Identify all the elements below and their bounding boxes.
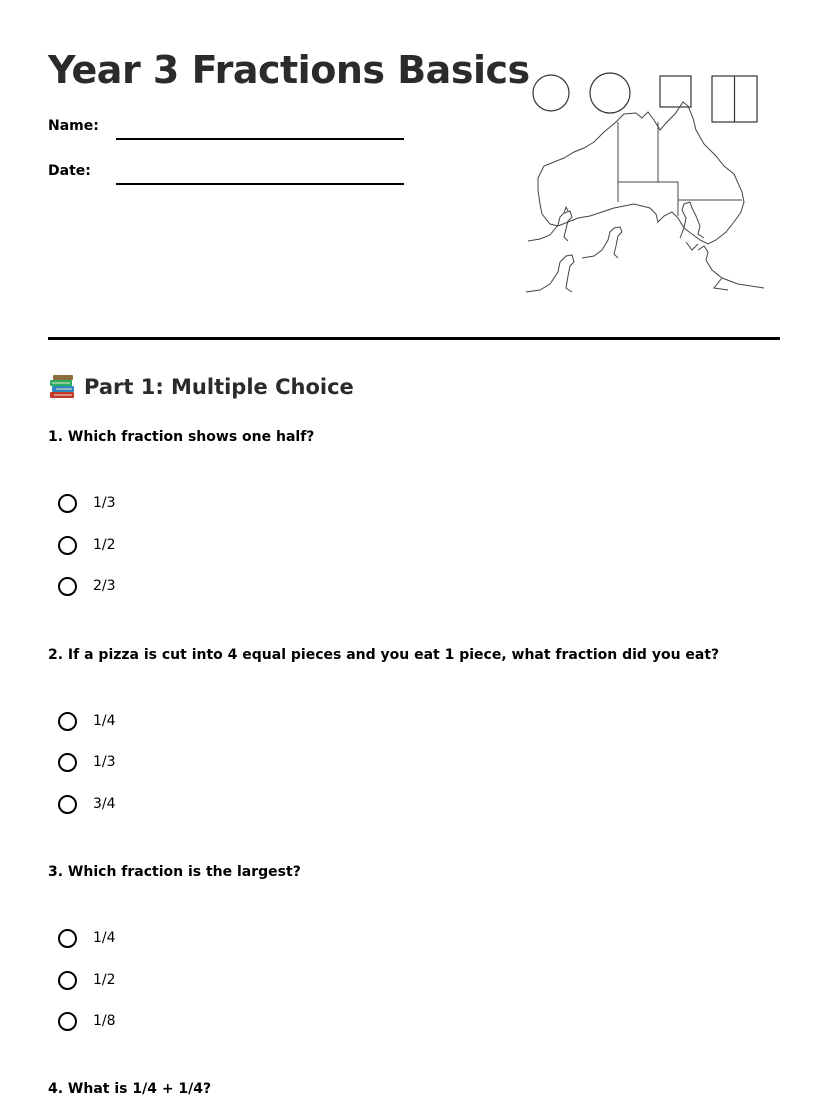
kangaroo-icon [698,246,764,290]
section-title: Part 1: Multiple Choice [84,375,354,399]
books-icon [48,374,76,400]
radio-button[interactable] [58,577,77,596]
answer-option[interactable] [58,792,116,816]
option-label: 1/4 [93,930,116,946]
section-heading [48,374,354,400]
name-field[interactable] [116,138,404,140]
radio-button[interactable] [58,795,77,814]
option-label: 1/2 [93,537,116,553]
radio-button[interactable] [58,494,77,513]
circle-shape [590,73,630,113]
question-text: 1. Which fraction shows one half? [48,429,315,445]
kangaroo-icon [680,202,704,238]
square-shape [660,76,691,107]
option-label: 2/3 [93,578,116,594]
kangaroo-icon [582,227,622,258]
option-label: 1/2 [93,972,116,988]
answer-option[interactable] [58,750,116,774]
option-label: 1/4 [93,713,116,729]
date-field[interactable] [116,183,404,185]
answer-option[interactable] [58,491,116,515]
question-text: 4. What is 1/4 + 1/4? [48,1081,212,1097]
section-divider [48,337,780,340]
option-label: 1/3 [93,495,116,511]
name-label: Name: [48,118,99,134]
kangaroo-figures [526,202,764,292]
australia-kangaroo-illustration [520,66,770,301]
question-text: 3. Which fraction is the largest? [48,864,301,880]
radio-button[interactable] [58,536,77,555]
answer-option[interactable] [58,709,116,733]
radio-button[interactable] [58,929,77,948]
answer-option[interactable] [58,968,116,992]
radio-button[interactable] [58,971,77,990]
question-text: 2. If a pizza is cut into 4 equal pieces and you eat 1 piece, what fraction did you eat? [48,647,720,663]
australia-map [538,102,744,250]
answer-option[interactable] [58,926,116,950]
radio-button[interactable] [58,712,77,731]
answer-option[interactable] [58,1009,116,1033]
circle-shape [533,75,569,111]
option-label: 1/8 [93,1013,116,1029]
radio-button[interactable] [58,753,77,772]
date-label: Date: [48,163,91,179]
answer-option[interactable] [58,533,116,557]
option-label: 3/4 [93,796,116,812]
answer-option[interactable] [58,574,116,598]
radio-button[interactable] [58,1012,77,1031]
option-label: 1/3 [93,754,116,770]
page-title: Year 3 Fractions Basics [48,48,530,92]
kangaroo-icon [526,255,574,292]
